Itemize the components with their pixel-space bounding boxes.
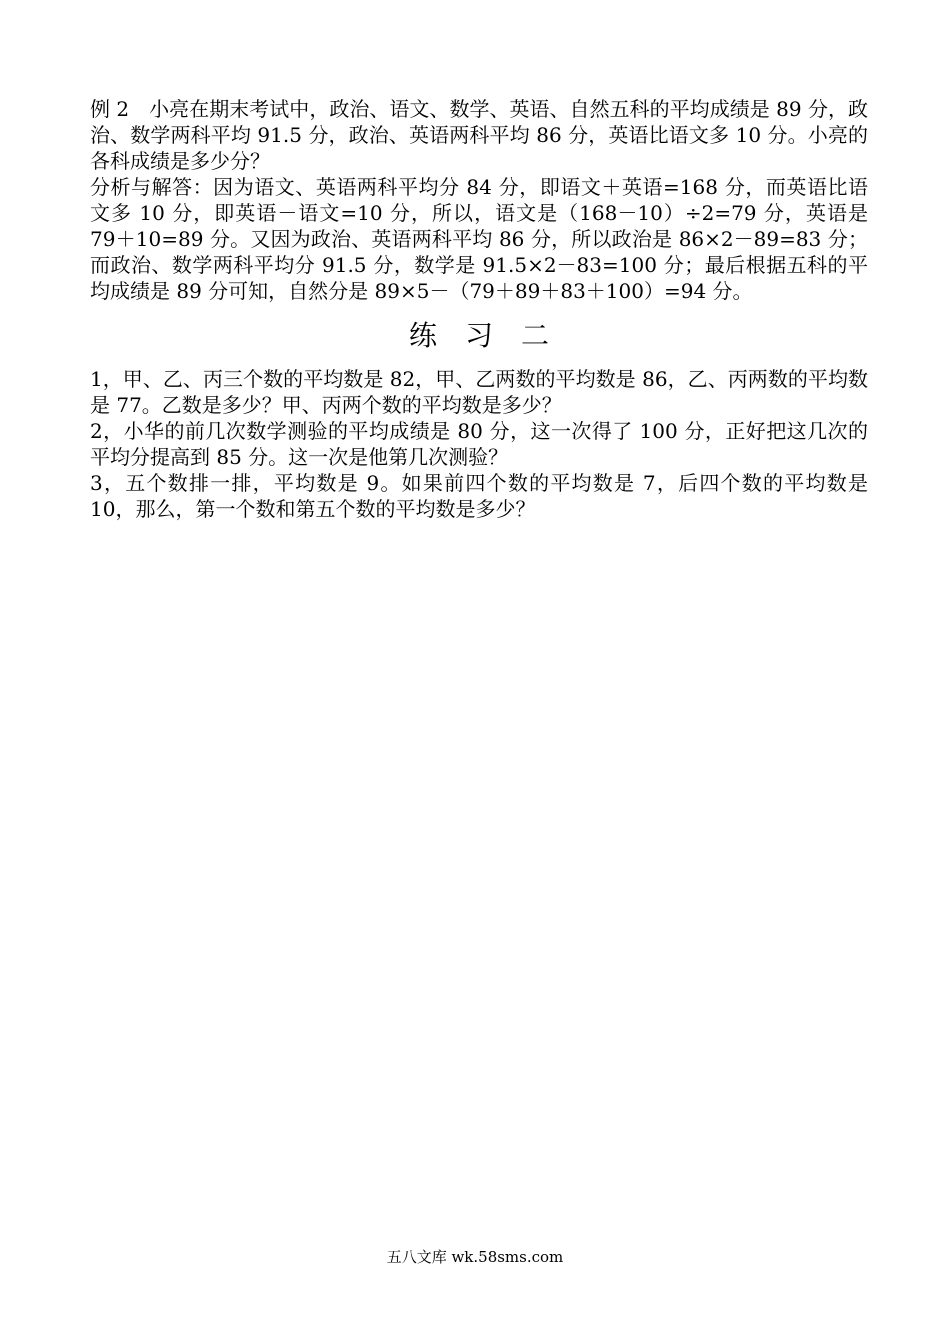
exercise-item-2: 2，小华的前几次数学测验的平均成绩是 80 分，这一次得了 100 分，正好把这几次的平均分提高到 85 分。这一次是他第几次测验？ xyxy=(90,419,868,469)
exercise-item-1: 1，甲、乙、丙三个数的平均数是 82，甲、乙两数的平均数是 86，乙、丙两数的平均数是 77。乙数是多少？甲、丙两个数的平均数是多少？ xyxy=(90,367,868,417)
example-analysis: 分析与解答：因为语文、英语两科平均分 84 分，即语文＋英语=168 分，而英语比语文多 10 分，即英语－语文=10 分，所以，语文是（168－10）÷2=79 分，英语是 79＋10=89 分。又因为政治、英语两科平均 86 分，所以政治是 86×2－89=83 分；而政治、数学两科平均分 91.5 分，数学是 91.5×2－83=100 分；最后根据五科的平均成绩是 89 分可知，自然分是 89×5－（79＋89＋83＋100）=94 分。 xyxy=(90,175,868,303)
footer-watermark: 五八文库 wk.58sms.com xyxy=(386,1248,564,1266)
example-problem: 例 2 小亮在期末考试中，政治、语文、数学、英语、自然五科的平均成绩是 89 分，政治、数学两科平均 91.5 分，政治、英语两科平均 86 分，英语比语文多 10 分。小亮的各科成绩是多少分？ xyxy=(90,97,868,173)
exercise-title: 练习二 xyxy=(408,319,577,352)
exercise-item-3: 3，五个数排一排，平均数是 9。如果前四个数的平均数是 7，后四个数的平均数是 10，那么，第一个数和第五个数的平均数是多少？ xyxy=(90,471,868,521)
document-body xyxy=(90,96,868,522)
